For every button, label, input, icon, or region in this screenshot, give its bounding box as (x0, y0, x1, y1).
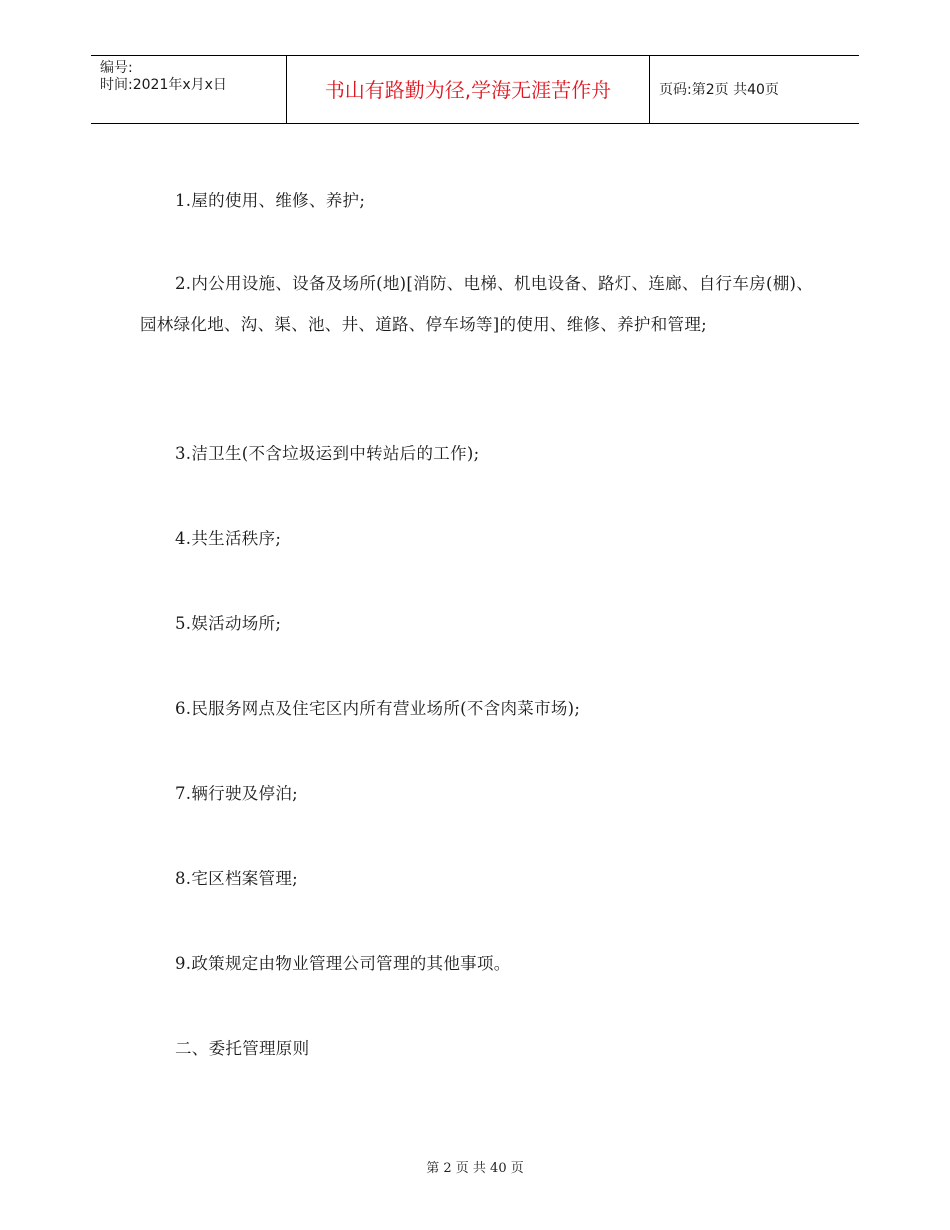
page-footer: 第 2 页 共 40 页 (426, 1161, 524, 1176)
section-heading: 二、委托管理原则 (175, 1039, 310, 1058)
header-motto: 书山有路勤为径,学海无涯苦作舟 (287, 56, 650, 123)
list-item-4: 4.共生活秩序; (175, 529, 282, 548)
document-number-label: 编号: (100, 60, 133, 76)
list-item-5: 5.娱活动场所; (175, 614, 282, 633)
document-time-label: 时间:2021年x月x日 (100, 77, 227, 93)
page-header (91, 55, 859, 124)
list-item-9: 9.政策规定由物业管理公司管理的其他事项。 (175, 954, 511, 973)
header-page-info: 页码:第2页 共40页 (659, 81, 779, 98)
list-item-3: 3.洁卫生(不含垃圾运到中转站后的工作); (175, 444, 480, 463)
list-item-6: 6.民服务网点及住宅区内所有营业场所(不含肉菜市场); (175, 699, 581, 718)
list-item-7: 7.辆行驶及停泊; (175, 784, 299, 803)
list-item-1: 1.屋的使用、维修、养护; (175, 191, 366, 210)
list-item-2: 2.内公用设施、设备及场所(地)[消防、电梯、机电设备、路灯、连廊、自行车房(棚)、园林绿化地、沟、渠、池、井、道路、停车场等]的使用、维修、养护和管理; (140, 274, 814, 334)
header-meta (91, 56, 287, 123)
list-item-8: 8.宅区档案管理; (175, 869, 299, 888)
